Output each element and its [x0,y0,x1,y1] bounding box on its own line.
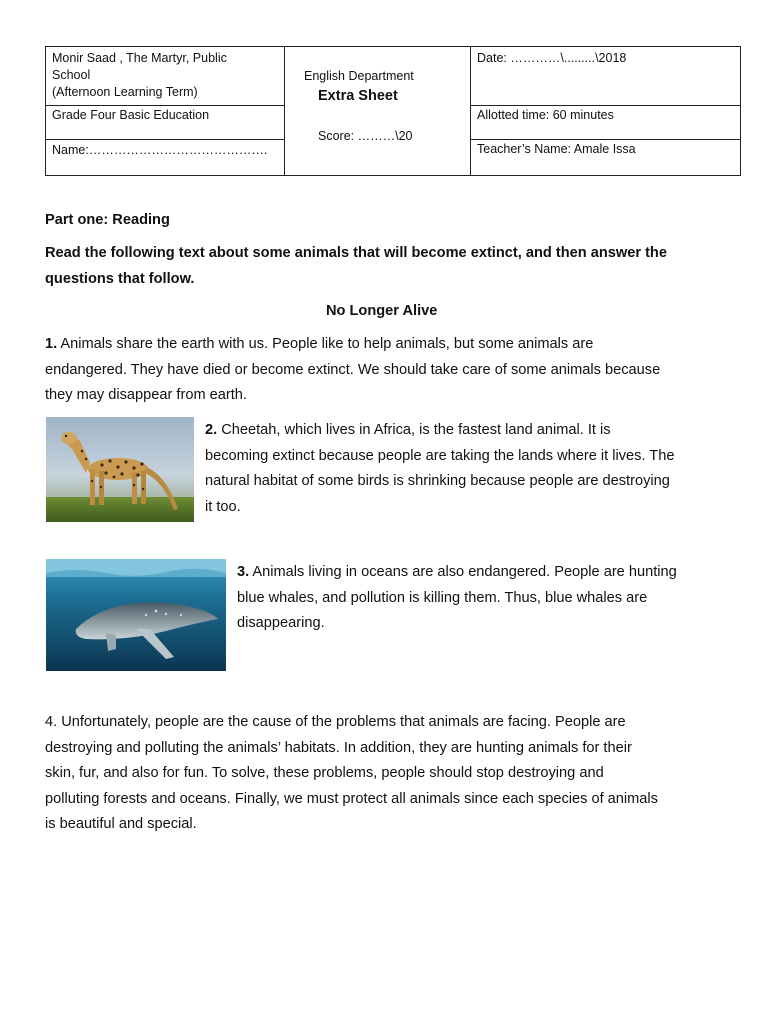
paragraph-text: blue whales, and pollution is killing them. Thus, blue whales are [237,589,648,606]
name-field: Name:……………………………………. [52,143,268,157]
paragraph-text: destroying and polluting the animals’ habitats. In addition, they are hunting animals for their [45,739,632,756]
paragraph-text: Animals living in oceans are also endangered. People are hunting [249,564,677,580]
school-name: Monir Saad , The Martyr, Public [52,51,227,65]
table-divider [46,139,284,140]
table-divider [46,105,284,106]
paragraph-number: 1. [45,336,58,352]
paragraph-number: 3. [237,564,250,580]
paragraph-4 [45,710,658,838]
paragraph-number: 2. [205,422,218,438]
date-field: Date: …………\.........\2018 [477,51,627,65]
paragraph-text: 4. Unfortunately, people are the cause of the problems that animals are facing. People are [45,714,626,730]
term-label: (Afternoon Learning Term) [52,85,198,99]
department-label: English Department [304,69,414,83]
paragraph-1 [45,332,660,409]
teacher-name: Teacher’s Name: Amale Issa [477,142,636,156]
paragraph-text: polluting forests and oceans. Finally, we must protect all animals since each species of animals [45,790,658,807]
table-divider [470,105,741,106]
paragraph-text: is beautiful and special. [45,816,197,832]
sheet-title: Extra Sheet [318,88,398,104]
paragraph-text: becoming extinct because people are taking the lands where it lives. The [205,447,675,464]
paragraph-2 [205,418,674,520]
instructions [45,241,667,292]
instruction-line: Read the following text about some animals that will become extinct, and then answer the [45,245,667,261]
paragraph-text: endangered. They have died or become extinct. We should take care of some animals because [45,361,661,378]
paragraph-3 [237,560,677,637]
header-table [45,46,741,176]
school-name-cont: School [52,68,91,82]
paragraph-text: skin, fur, and also for fun. To solve, these problems, people should stop destroying and [45,765,604,781]
paragraph-text: it too. [205,498,241,515]
table-divider [470,47,471,175]
whale-photo [46,559,226,671]
school-cell [52,50,227,101]
paragraph-text: they may disappear from earth. [45,387,247,403]
paragraph-text: disappearing. [237,615,325,631]
table-divider [284,47,285,175]
table-divider [470,139,741,140]
paragraph-text: Cheetah, which lives in Africa, is the fastest land animal. It is [217,422,611,438]
paragraph-text: natural habitat of some birds is shrinking because people are destroying [205,473,670,489]
story-title: No Longer Alive [326,303,438,319]
paragraph-text: Animals share the earth with us. People like to help animals, but some animals are [57,336,594,352]
score-field: Score: ………\20 [318,129,413,143]
instruction-line: questions that follow. [45,270,195,287]
grade-label: Grade Four Basic Education [52,108,210,122]
allotted-time: Allotted time: 60 minutes [477,108,614,122]
part-heading: Part one: Reading [45,212,170,228]
cheetah-photo [46,417,194,522]
